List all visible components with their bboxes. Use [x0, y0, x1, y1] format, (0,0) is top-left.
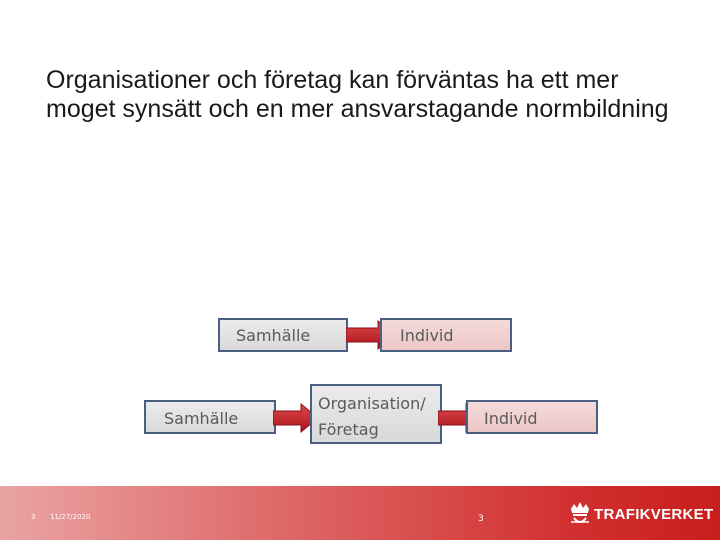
organisation-label-line2: Företag: [318, 420, 379, 439]
organisation-box: [310, 384, 442, 444]
individ-box-bottom: [466, 400, 598, 434]
footer-page-number: 3: [478, 514, 484, 524]
samhalle-label-top: Samhälle: [236, 326, 311, 345]
footer-date: 11/27/2020: [50, 513, 91, 521]
individ-box-top: [380, 318, 512, 352]
slide-title: Organisationer och företag kan förväntas ha ett mer moget synsätt och en mer ansvarstagande normbildning: [46, 66, 669, 124]
samhalle-box-bottom: [144, 400, 276, 434]
samhalle-box-top: [218, 318, 348, 352]
footer-slide-number: 3: [31, 513, 36, 521]
individ-label-top: Individ: [400, 326, 454, 345]
individ-label-bottom: Individ: [484, 409, 538, 428]
organisation-label-line1: Organisation/: [318, 394, 426, 413]
trafikverket-crown-icon: [568, 500, 592, 528]
trafikverket-logo-text: TRAFIKVERKET: [594, 506, 714, 523]
samhalle-label-bottom: Samhälle: [164, 409, 239, 428]
